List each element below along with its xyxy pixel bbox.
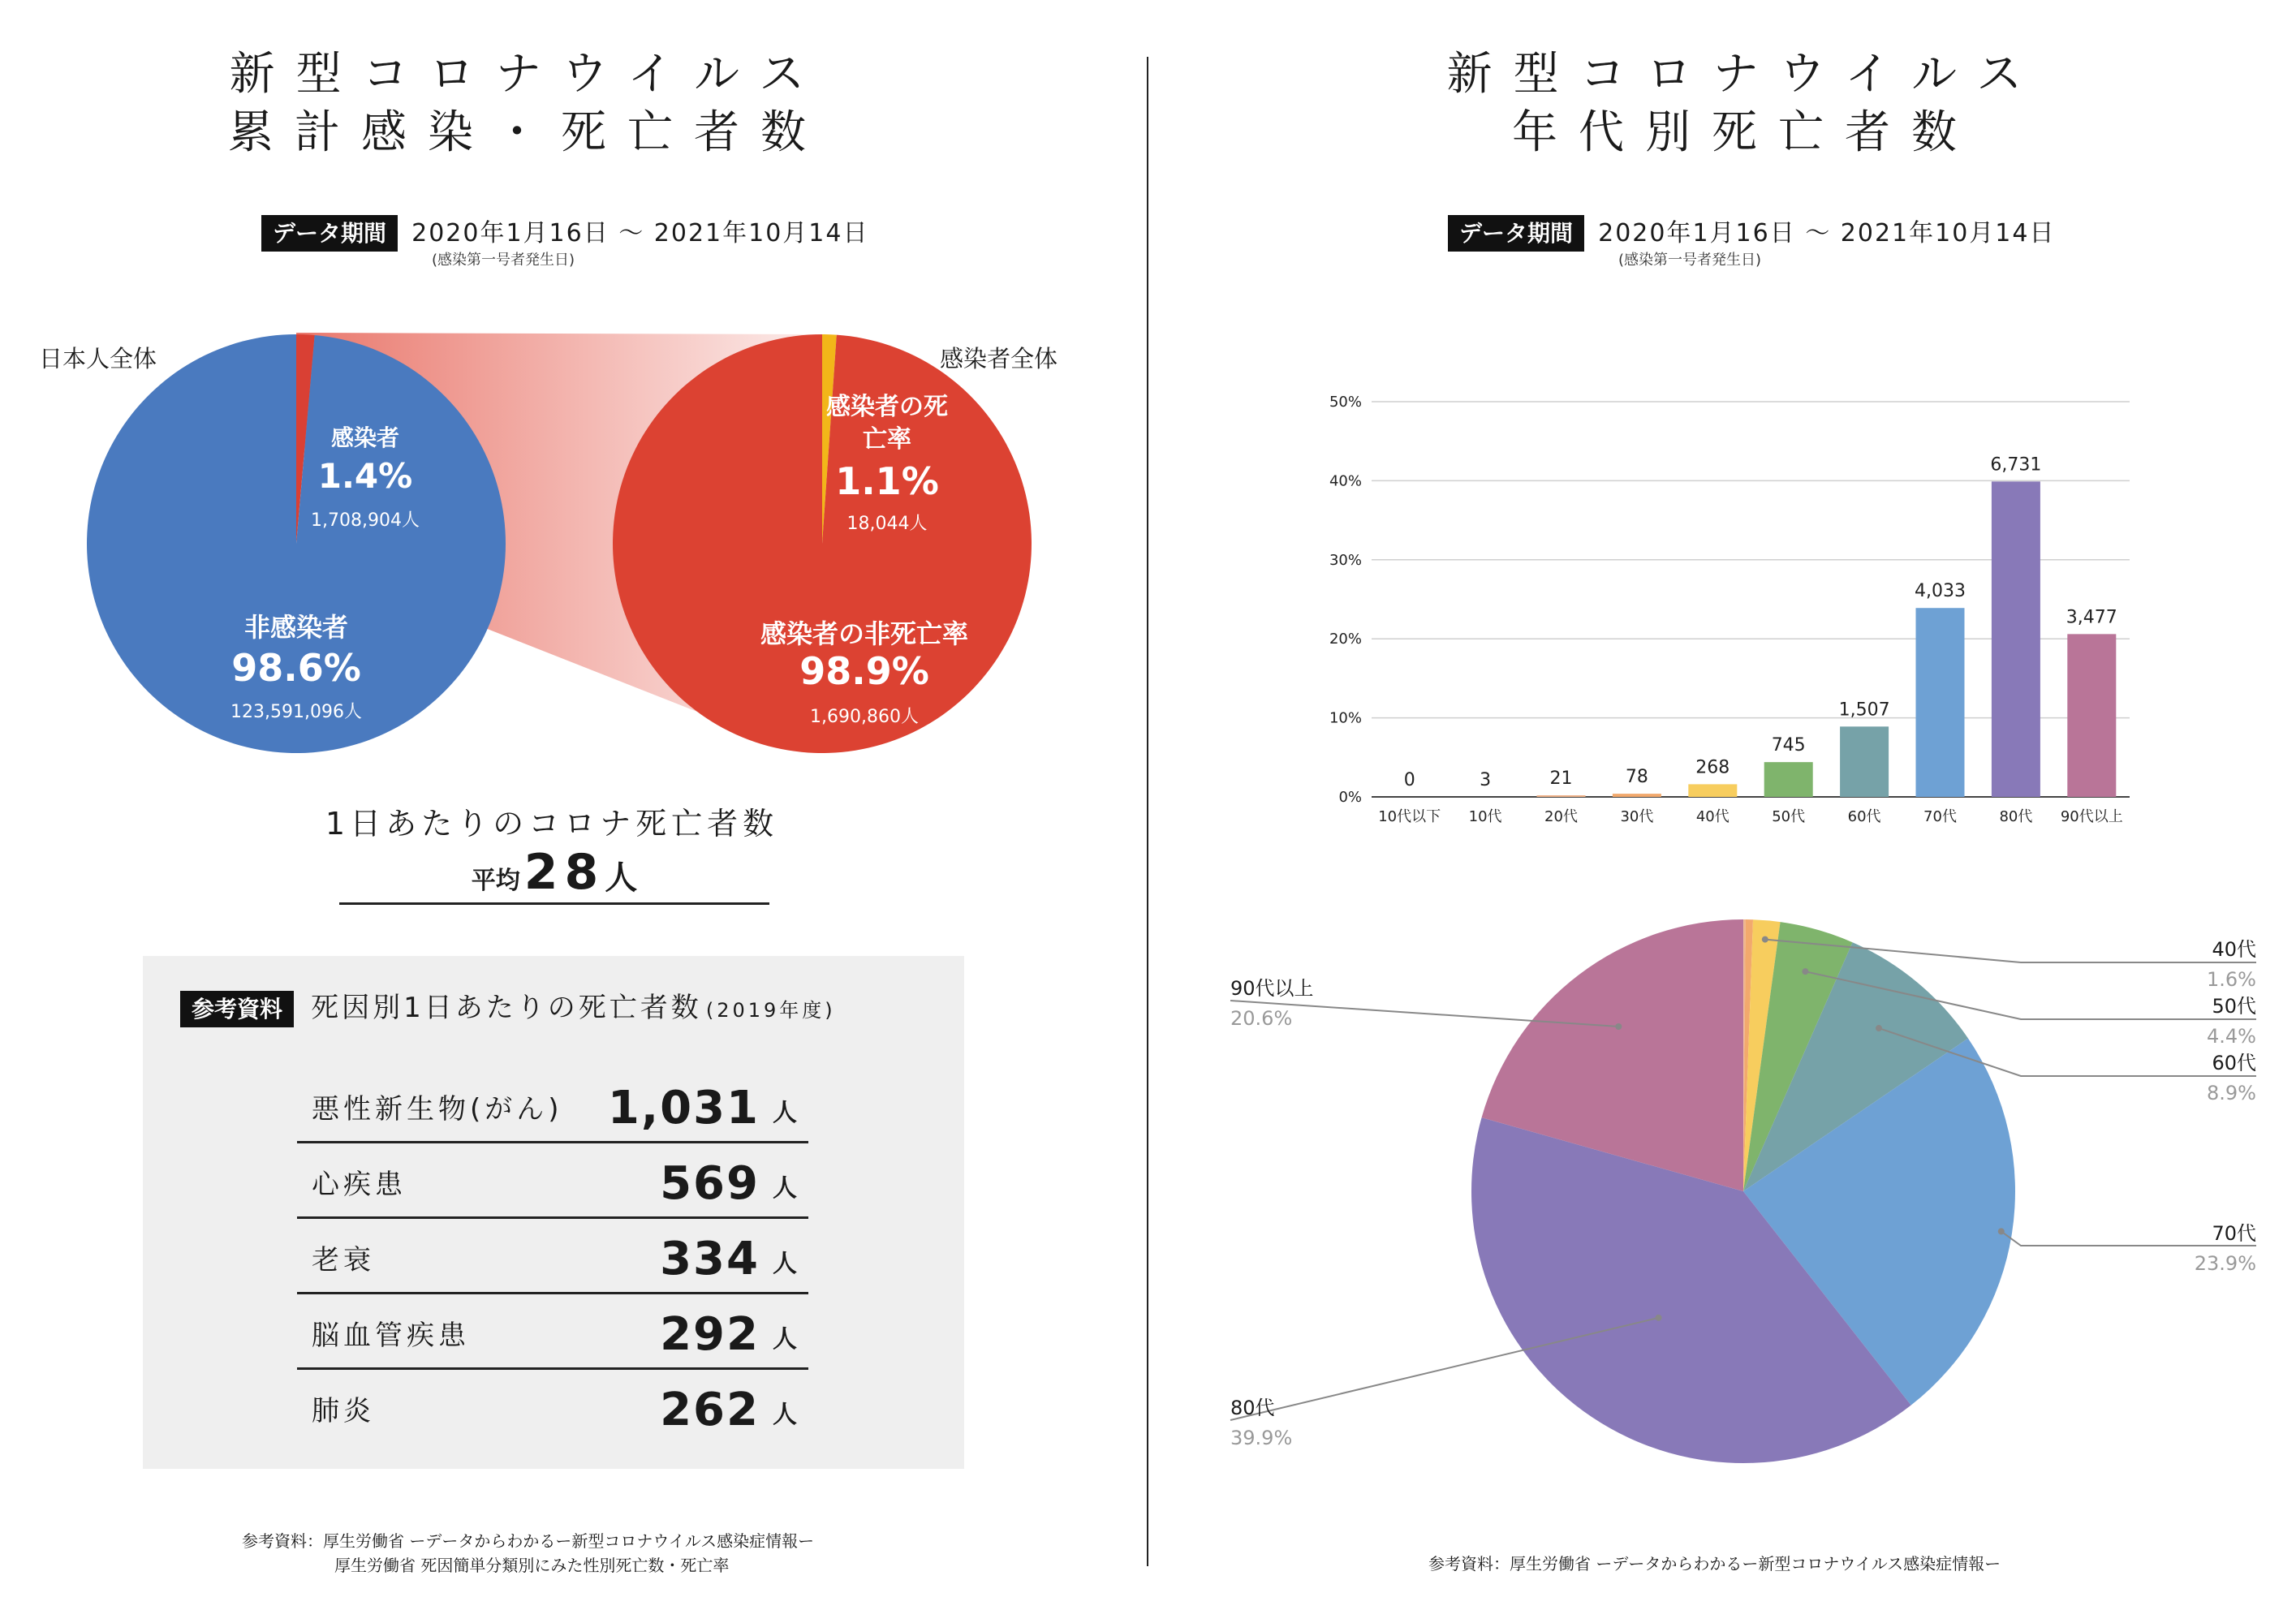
- cause-name: 肺炎: [312, 1395, 375, 1427]
- agepie-leader-dot: [1802, 968, 1808, 975]
- pie2-survive-count: 1,690,860人: [810, 707, 919, 727]
- bar-category-label: 50代: [1772, 808, 1806, 825]
- bar-3: [1613, 794, 1661, 797]
- bar-category-label: 10代: [1468, 808, 1502, 825]
- bar-category-label: 70代: [1923, 808, 1957, 825]
- daily-unit: 人: [605, 859, 638, 897]
- agepie-label-80-name: 80代: [1230, 1397, 1275, 1419]
- agepie-leader-dot: [1762, 936, 1768, 943]
- bar-category-label: 20代: [1544, 808, 1578, 825]
- cause-row: [297, 1068, 808, 1143]
- bar-ytick-label: 0%: [1338, 789, 1362, 806]
- pie2-survive-name: 感染者の非死亡率: [760, 618, 968, 649]
- cause-row: [297, 1370, 808, 1443]
- agepie-label-80: [1230, 1392, 1409, 1449]
- bar-category-label: 80代: [1999, 808, 2033, 825]
- bar-9: [2067, 634, 2116, 797]
- age-bar-chart: [1299, 373, 2159, 836]
- bar-8: [1992, 481, 2040, 797]
- agepie-leader-dot: [1615, 1023, 1622, 1030]
- bar-ytick-label: 10%: [1329, 709, 1362, 727]
- left-title-line2: 累計感染・死亡者数: [228, 106, 827, 159]
- right-period-tag: データ期間: [1448, 215, 1584, 252]
- agepie-label-40-pct: 1.6%: [2207, 968, 2256, 991]
- reference-tag: 参考資料: [180, 991, 294, 1027]
- right-period-text: 2020年1月16日 〜 2021年10月14日: [1598, 219, 2056, 248]
- pie1-noninfected-pct: 98.6%: [231, 646, 361, 690]
- cause-value: 569: [660, 1157, 760, 1210]
- reference-year: (2019年度): [705, 999, 836, 1022]
- right-title: [1380, 45, 2110, 162]
- agepie-label-50-pct: 4.4%: [2207, 1025, 2256, 1048]
- bar-7: [1916, 608, 1965, 797]
- left-period: [261, 213, 869, 248]
- bar-category-label: 60代: [1847, 808, 1881, 825]
- agepie-label-90-pct: 20.6%: [1230, 1007, 1293, 1030]
- agepie-label-80-pct: 39.9%: [1230, 1427, 1293, 1449]
- bar-data-label: 0: [1403, 770, 1415, 790]
- bar-data-label: 21: [1549, 768, 1573, 789]
- pie2-survive-pct: 98.9%: [799, 649, 929, 693]
- bar-ytick-label: 30%: [1329, 551, 1362, 569]
- agepie-leader-dot: [1656, 1315, 1662, 1321]
- pie1-noninfected-count: 123,591,096人: [230, 702, 362, 722]
- cause-unit: 人: [773, 1174, 797, 1203]
- cause-name: 老衰: [312, 1244, 375, 1276]
- cause-unit: 人: [773, 1401, 797, 1429]
- reference-header: [180, 985, 836, 1025]
- agepie-label-60: [2078, 1047, 2256, 1104]
- bar-ytick-label: 50%: [1329, 394, 1362, 411]
- agepie-label-70-name: 70代: [2212, 1222, 2256, 1245]
- agepie-label-70-pct: 23.9%: [2194, 1252, 2256, 1275]
- cause-value: 334: [660, 1233, 760, 1285]
- cause-unit: 人: [773, 1250, 797, 1278]
- left-title: [162, 45, 893, 162]
- agepie-label-40-name: 40代: [2212, 938, 2256, 961]
- cause-name: 心疾患: [312, 1169, 407, 1201]
- age-pie-chart: [1445, 917, 2029, 1501]
- right-title-line2: 年代別死亡者数: [1512, 106, 1978, 159]
- bar-category-label: 30代: [1620, 808, 1654, 825]
- pie2-death-pct: 1.1%: [835, 459, 939, 503]
- agepie-label-50-name: 50代: [2212, 995, 2256, 1018]
- agepie-label-70: [2078, 1217, 2256, 1275]
- center-divider: [1147, 57, 1148, 1566]
- bar-6: [1840, 726, 1889, 797]
- left-footer-line2: 厚生労働省 死因簡単分類別にみた性別死亡数・死亡率: [334, 1556, 730, 1575]
- bar-ytick-label: 40%: [1329, 472, 1362, 490]
- bar-category-label: 90代以上: [2060, 808, 2123, 825]
- right-period: [1448, 213, 2056, 248]
- bar-4: [1688, 784, 1737, 797]
- agepie-label-60-pct: 8.9%: [2207, 1082, 2256, 1104]
- label-population: 日本人全体: [39, 345, 157, 372]
- cause-unit: 人: [773, 1325, 797, 1354]
- cause-unit: 人: [773, 1099, 797, 1127]
- agepie-label-40: [2078, 933, 2256, 991]
- label-infected-total: 感染者全体: [940, 345, 1058, 372]
- bar-data-label: 78: [1625, 767, 1648, 788]
- agepie-leader-dot: [1998, 1228, 2005, 1234]
- right-period-note: (感染第一号者発生日): [1618, 252, 1762, 269]
- bar-category-label: 10代以下: [1378, 808, 1441, 825]
- cause-value: 292: [660, 1308, 760, 1361]
- cause-row: [297, 1143, 808, 1219]
- pie1-infected-count: 1,708,904人: [311, 510, 420, 531]
- agepie-label-60-name: 60代: [2212, 1052, 2256, 1074]
- pie2-death-count: 18,044人: [846, 514, 928, 534]
- left-footer: [242, 1529, 814, 1578]
- agepie-label-50: [2078, 990, 2256, 1048]
- bar-ytick-label: 20%: [1329, 631, 1362, 648]
- left-title-line1: 新型コロナウイルス: [229, 48, 826, 101]
- left-period-note: (感染第一号者発生日): [432, 252, 575, 269]
- daily-prefix: 平均: [471, 867, 520, 895]
- bar-data-label: 268: [1695, 757, 1730, 778]
- bar-data-label: 3,477: [2066, 607, 2117, 628]
- agepie-label-90: [1230, 972, 1409, 1030]
- bar-2: [1537, 795, 1586, 797]
- left-period-text: 2020年1月16日 〜 2021年10月14日: [411, 219, 869, 248]
- pie1-infected-name: 感染者: [330, 424, 399, 451]
- cause-name: 悪性新生物(がん): [312, 1093, 563, 1126]
- pie1-slice-1: [87, 334, 506, 753]
- cause-row: [297, 1294, 808, 1370]
- cause-name: 脳血管疾患: [312, 1319, 470, 1352]
- cause-value: 262: [660, 1384, 760, 1436]
- bar-data-label: 6,731: [1990, 454, 2042, 476]
- cause-row: [297, 1219, 808, 1294]
- agepie-label-90-name: 90代以上: [1230, 977, 1314, 1000]
- bar-data-label: 4,033: [1915, 581, 1966, 602]
- daily-value: 28: [523, 844, 605, 901]
- bar-category-label: 40代: [1695, 808, 1730, 825]
- daily-average: [339, 844, 769, 905]
- cause-value: 1,031: [607, 1082, 760, 1134]
- reference-box: [143, 956, 964, 1469]
- pie1-noninfected-name: 非感染者: [243, 612, 348, 643]
- pie2-death-name: 感染者の死亡率: [826, 393, 948, 454]
- bar-5: [1764, 762, 1813, 797]
- bar-data-label: 745: [1771, 735, 1806, 756]
- agepie-leader-dot: [1876, 1025, 1882, 1031]
- cause-table: [297, 1068, 808, 1443]
- right-title-line1: 新型コロナウイルス: [1446, 48, 2044, 101]
- right-footer: 参考資料：厚生労働省 ーデータからわかるー新型コロナウイルス感染症情報ー: [1428, 1554, 2001, 1573]
- pie1-infected-pct: 1.4%: [317, 456, 413, 496]
- left-period-tag: データ期間: [261, 215, 398, 252]
- left-footer-line1: 参考資料：厚生労働省 ーデータからわかるー新型コロナウイルス感染症情報ー: [242, 1531, 815, 1551]
- reference-title: 死因別1日あたりの死亡者数: [311, 992, 702, 1024]
- bar-data-label: 3: [1480, 770, 1492, 790]
- daily-title: 1日あたりのコロナ死亡者数: [325, 806, 779, 842]
- bar-data-label: 1,507: [1838, 700, 1890, 721]
